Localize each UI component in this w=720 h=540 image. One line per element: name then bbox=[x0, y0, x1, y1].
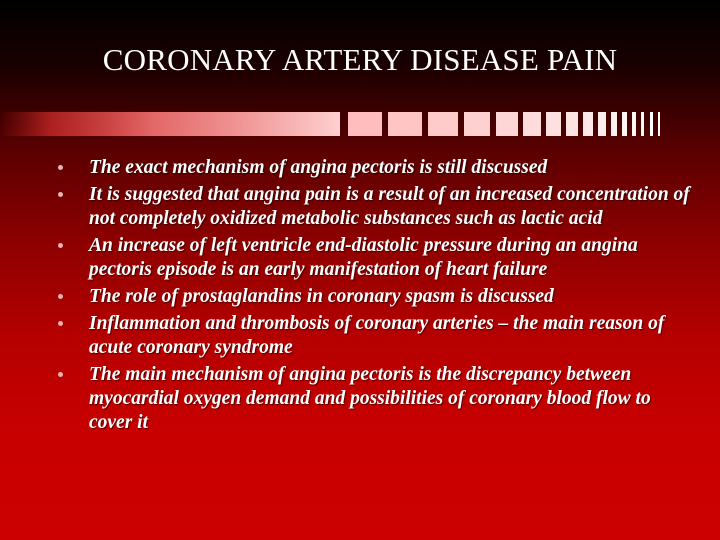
bullet-text: Inflammation and thrombosis of coronary arteries – the main reason of acute coronary syndrome bbox=[89, 313, 665, 358]
bullet-text: An increase of left ventricle end-diastolic pressure during an angina pectoris episode is an early manifestation of heart failure bbox=[89, 235, 638, 280]
deco-bar-segment bbox=[348, 112, 382, 136]
bullet-item bbox=[58, 312, 698, 360]
bullet-dot-icon bbox=[58, 192, 63, 197]
deco-bar-segment bbox=[566, 112, 578, 136]
deco-bar-segment bbox=[632, 112, 636, 136]
bullet-text: The role of prostaglandins in coronary spasm is discussed bbox=[89, 286, 554, 307]
deco-bar-segment bbox=[546, 112, 561, 136]
bullet-text: The main mechanism of angina pectoris is the discrepancy between myocardial oxygen demand and possibilities of coronary blood flow to cover it bbox=[89, 364, 651, 433]
deco-bar-segment bbox=[428, 112, 458, 136]
deco-bar-segment bbox=[622, 112, 627, 136]
decorative-gradient-bar bbox=[0, 112, 720, 138]
bullet-item bbox=[58, 183, 698, 231]
bullet-dot-icon bbox=[58, 243, 63, 248]
deco-bar-segment bbox=[583, 112, 593, 136]
slide-title: CORONARY ARTERY DISEASE PAIN bbox=[102, 42, 618, 77]
bullet-text: The exact mechanism of angina pectoris is still discussed bbox=[89, 157, 548, 178]
bullet-item bbox=[58, 234, 698, 282]
deco-bar-segment bbox=[641, 112, 644, 136]
bullet-dot-icon bbox=[58, 165, 63, 170]
deco-bar-segment bbox=[611, 112, 617, 136]
deco-bar-segment bbox=[598, 112, 606, 136]
bullet-item bbox=[58, 156, 698, 180]
bullet-dot-icon bbox=[58, 372, 63, 377]
deco-bar-segment bbox=[388, 112, 422, 136]
bullet-dot-icon bbox=[58, 321, 63, 326]
bullet-item bbox=[58, 285, 698, 309]
deco-bar-segment bbox=[0, 112, 340, 136]
deco-bar-segment bbox=[650, 112, 653, 136]
deco-bar-segment bbox=[658, 112, 660, 136]
deco-bar-segment bbox=[523, 112, 541, 136]
bullet-list bbox=[58, 156, 698, 438]
deco-bar-segment bbox=[496, 112, 518, 136]
deco-bar-segment bbox=[464, 112, 490, 136]
bullet-text: It is suggested that angina pain is a result of an increased concentration of not completely oxidized metabolic substances such as lactic acid bbox=[89, 184, 690, 229]
bullet-item bbox=[58, 363, 698, 435]
bullet-dot-icon bbox=[58, 294, 63, 299]
